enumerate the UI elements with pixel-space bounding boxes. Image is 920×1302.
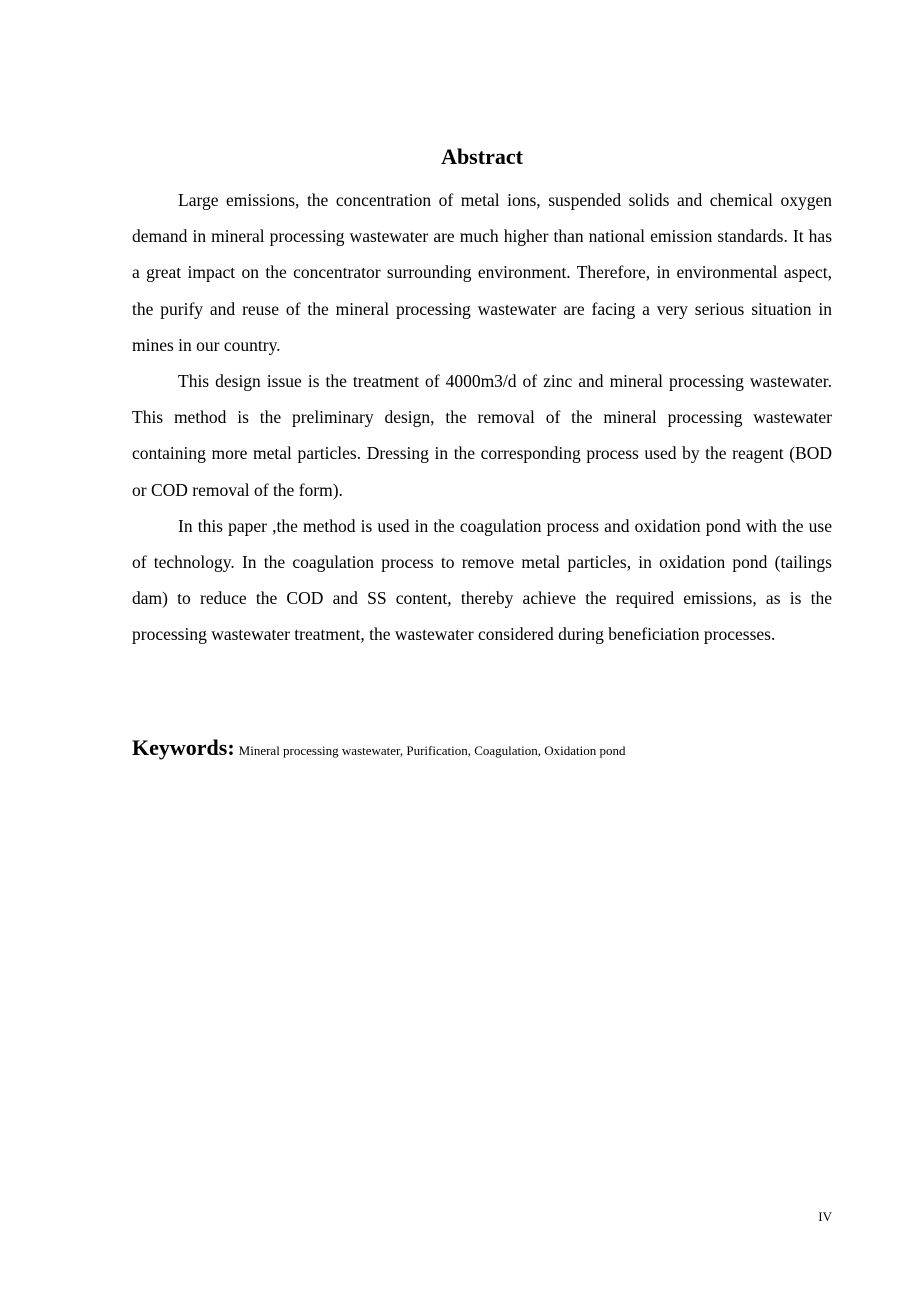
abstract-paragraph-1: Large emissions, the concentration of metal ions, suspended solids and chemical oxygen demand in mineral processing wastewater are much higher than national emission standards. It has a great impact on the concentrator surrounding environment. Therefore, in environmental aspect, the purify and reuse of the mineral processing wastewater are facing a very serious situation in mines in our country. (132, 190, 832, 355)
abstract-paragraph-2: This design issue is the treatment of 4000m3/d of zinc and mineral processing wastewater. This method is the preliminary design, the removal of the mineral processing wastewater containing more metal particles. Dressing in the corresponding process used by the reagent (BOD or COD removal of the form). (132, 371, 832, 500)
keywords-line (132, 734, 832, 765)
abstract-title: Abstract (441, 144, 523, 169)
keywords-list: Mineral processing wastewater, Purification, Coagulation, Oxidation pond (238, 743, 626, 758)
abstract-body (132, 182, 832, 653)
keywords-label: Keywords: (132, 735, 235, 760)
page-number: IV (818, 1209, 832, 1224)
abstract-paragraph-3: In this paper ,the method is used in the coagulation process and oxidation pond with the use of technology. In the coagulation process to remove metal particles, in oxidation pond (tailings dam) to reduce the COD and SS content, thereby achieve the required emissions, as is the processing wastewater treatment, the wastewater considered during beneficiation processes. (132, 515, 832, 645)
